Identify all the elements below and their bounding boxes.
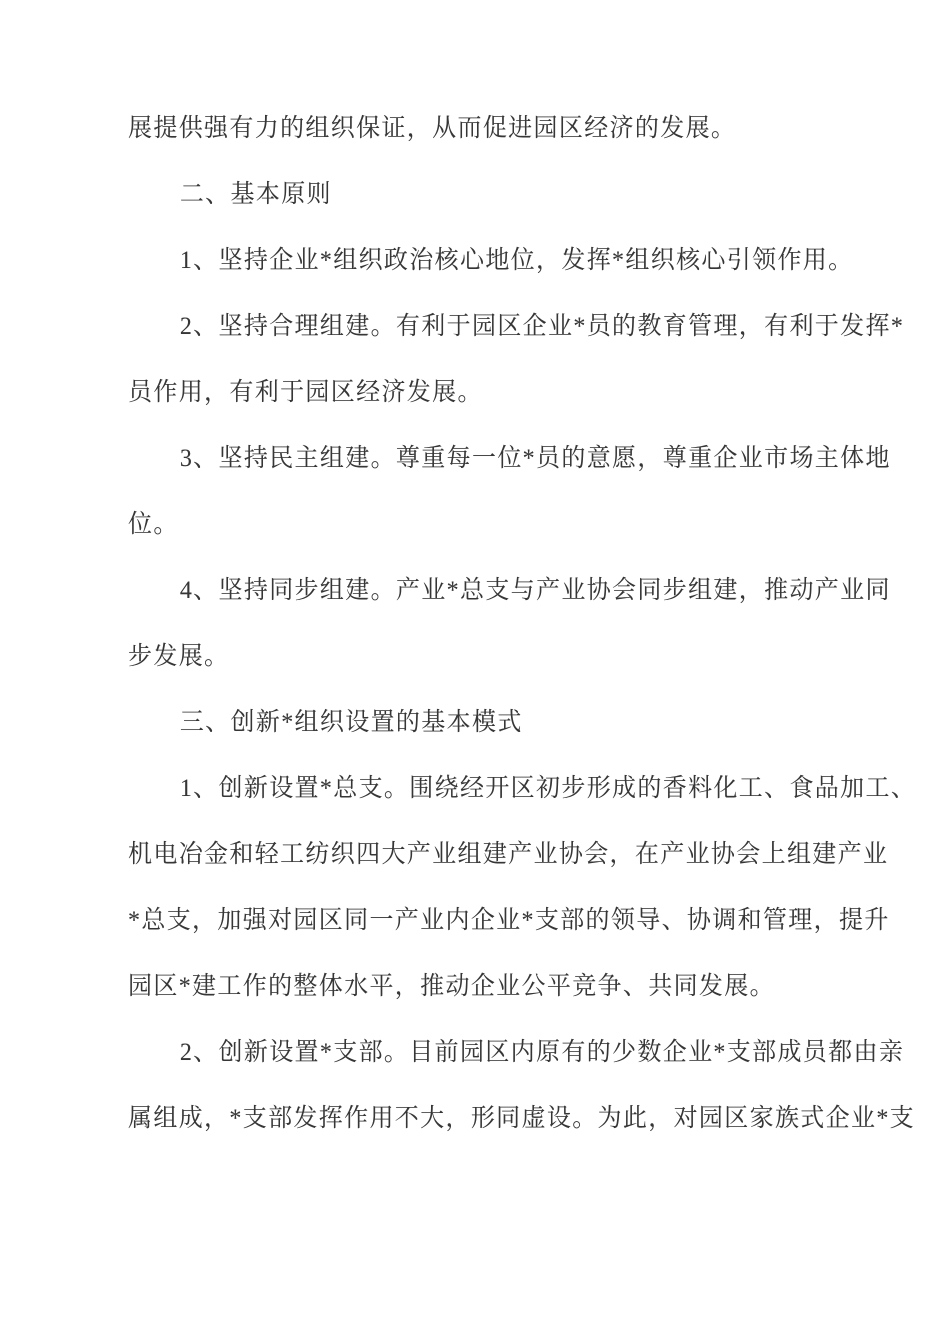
document-line: 机电冶金和轻工纺织四大产业组建产业协会，在产业协会上组建产业 — [128, 841, 889, 868]
document-line: 2、坚持合理组建。有利于园区企业*员的教育管理，有利于发挥* — [179, 313, 905, 340]
document-line: *总支，加强对园区同一产业内企业*支部的领导、协调和管理，提升 — [128, 907, 890, 934]
document-line: 1、创新设置*总支。围绕经开区初步形成的香料化工、食品加工、 — [179, 775, 917, 802]
document-line: 4、坚持同步组建。产业*总支与产业协会同步组建，推动产业同 — [179, 577, 891, 604]
document-line: 1、坚持企业*组织政治核心地位，发挥*组织核心引领作用。 — [179, 247, 854, 274]
document-line: 3、坚持民主组建。尊重每一位*员的意愿，尊重企业市场主体地 — [179, 445, 891, 472]
document-line: 属组成，*支部发挥作用不大，形同虚设。为此，对园区家族式企业*支 — [128, 1105, 916, 1132]
document-text-body — [128, 96, 917, 1152]
document-line: 位。 — [128, 511, 179, 538]
document-line: 2、创新设置*支部。目前园区内原有的少数企业*支部成员都由亲 — [179, 1039, 905, 1066]
document-line: 二、基本原则 — [179, 181, 332, 208]
document-line: 展提供强有力的组织保证，从而促进园区经济的发展。 — [128, 115, 737, 142]
document-line: 三、创新*组织设置的基本模式 — [179, 709, 523, 736]
document-line: 步发展。 — [128, 643, 230, 670]
document-line: 员作用，有利于园区经济发展。 — [128, 379, 483, 406]
document-line: 园区*建工作的整体水平，推动企业公平竞争、共同发展。 — [128, 973, 775, 1000]
